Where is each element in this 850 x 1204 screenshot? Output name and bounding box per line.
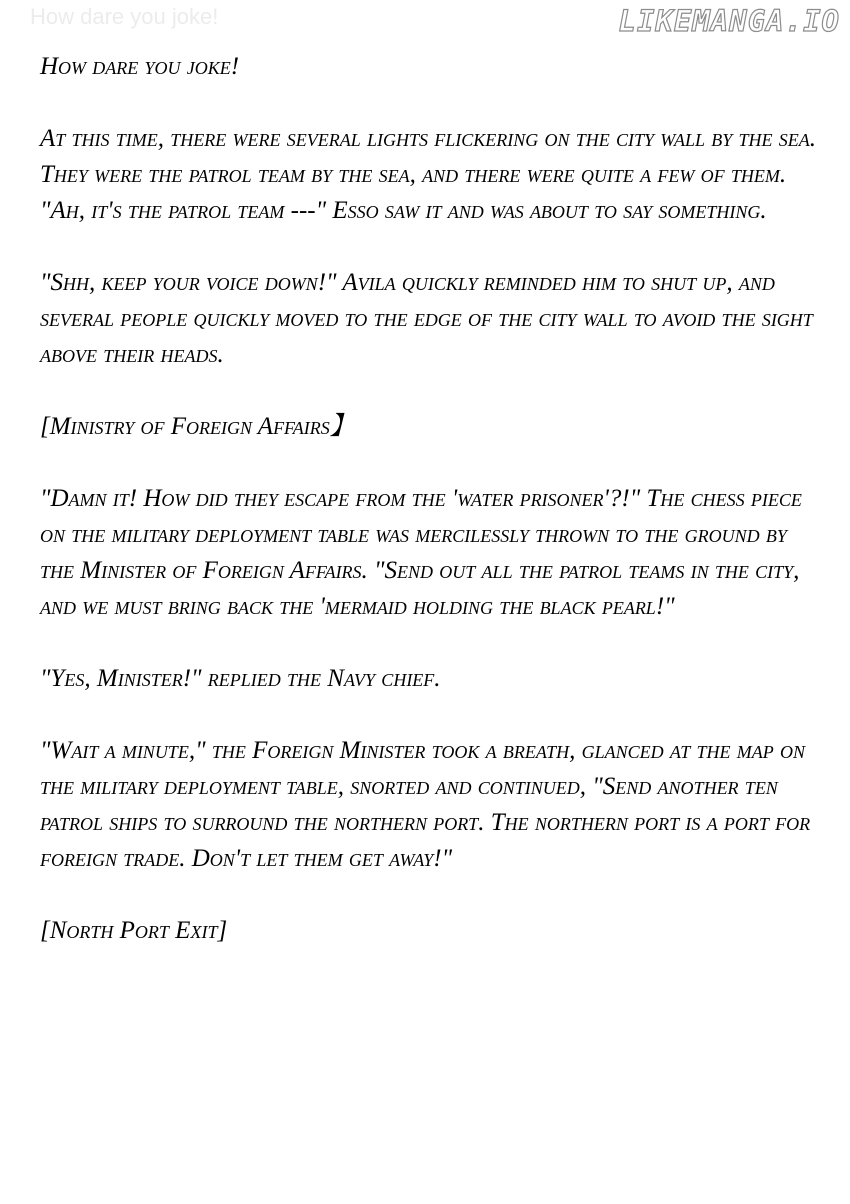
paragraph-7: "Wait a minute," the Foreign Minister took a breath, glanced at the map on the military deployment table, snorted and continued, "Send another ten patrol ships to surround the northern port. The northern port is a port for foreign trade. Don't let them get away!" — [40, 737, 811, 872]
paragraph-5: "Damn it! How did they escape from the 'water prisoner'?!" The chess piece on the military deployment table was mercilessly thrown to the ground by the Minister of Foreign Affairs. "Send out all the patrol teams in the city, and we must bring back the 'mermaid holding the black pearl!" — [40, 485, 802, 620]
paragraph-6: "Yes, Minister!" replied the Navy chief. — [40, 665, 441, 692]
section-heading-north-port: [North Port Exit] — [40, 917, 228, 944]
site-watermark: LIKEMANGA.IO — [618, 4, 840, 38]
section-heading-ministry: [Ministry of Foreign Affairs】 — [40, 413, 355, 440]
ghost-text: How dare you joke! — [30, 4, 219, 29]
paragraph-1: How dare you joke! — [40, 53, 240, 80]
paragraph-3: "Shh, keep your voice down!" Avila quickly reminded him to shut up, and several people quickly moved to the edge of the city wall to avoid the sight above their heads. — [40, 269, 813, 368]
paragraph-2: At this time, there were several lights flickering on the city wall by the sea. They were the patrol team by the sea, and there were quite a few of them. "Ah, it's the patrol team ---" Esso saw it and was about to say something. — [40, 125, 817, 224]
story-text — [40, 49, 820, 949]
